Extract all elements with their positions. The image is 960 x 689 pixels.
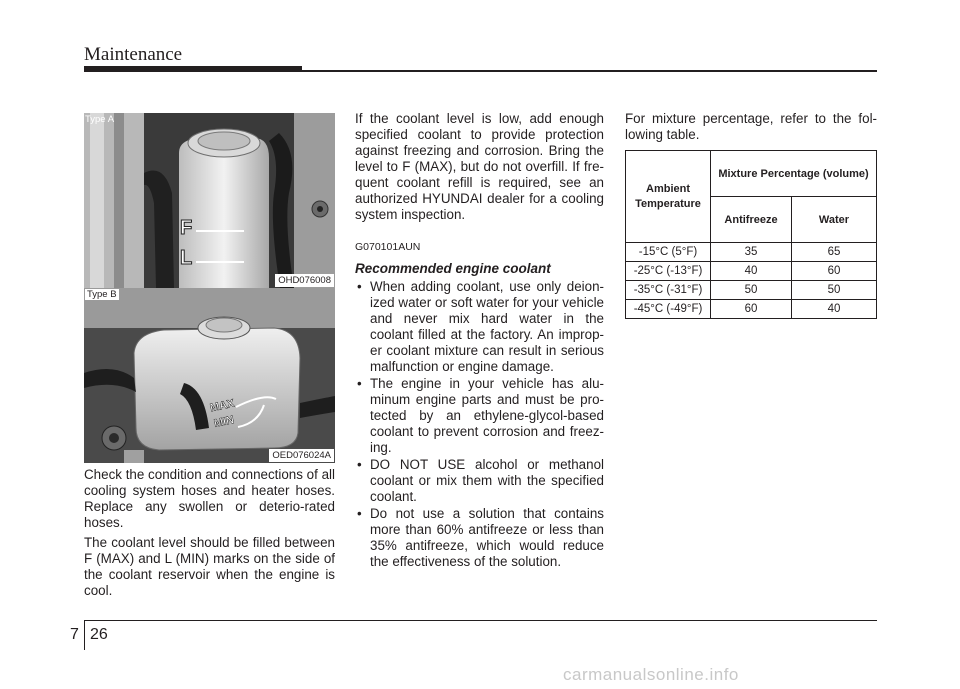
coolant-bullet-list xyxy=(355,279,604,570)
page-header-title: Maintenance xyxy=(84,44,183,65)
table-intro: For mixture percentage, refer to the fol-lowing table. xyxy=(625,111,877,142)
cell-temperature: -35°C (-31°F) xyxy=(626,281,711,300)
photo-code-b: OED076024A xyxy=(269,449,334,462)
bullet-item: • DO NOT USE alcohol or methanol coolant or mix them with the specified coolant. xyxy=(355,457,604,505)
header-ambient-temperature: Ambient Temperature xyxy=(626,151,711,243)
table-row xyxy=(626,281,877,300)
photo-type-b xyxy=(84,288,335,463)
header-water: Water xyxy=(792,197,877,243)
page-number: 26 xyxy=(90,626,108,643)
level-indicator-curve xyxy=(234,393,279,443)
engine-reservoir-b-illustration xyxy=(84,288,335,463)
photo-code-a: OHD076008 xyxy=(275,274,334,287)
mixture-table xyxy=(625,150,877,319)
table-row xyxy=(626,300,877,319)
right-column xyxy=(625,111,877,143)
watermark: carmanualsonline.info xyxy=(563,665,739,684)
bullet-item: • The engine in your vehicle has alu-minum engine parts and must be pro-tected by an ethylene-glycol-based coolant to prevent corrosion and freez-ing. xyxy=(355,376,604,456)
cell-temperature: -15°C (5°F) xyxy=(626,243,711,262)
section-heading: Recommended engine coolant xyxy=(355,261,551,276)
hose-check-paragraph: Check the condition and connections of all cooling system hoses and heater hoses. Replace any swollen or deterio-rated hoses. xyxy=(84,467,335,530)
table-row xyxy=(626,262,877,281)
fill-mark-f: F xyxy=(180,217,193,239)
middle-column xyxy=(355,111,604,571)
cell-antifreeze: 35 xyxy=(711,243,792,262)
cell-water: 40 xyxy=(792,300,877,319)
footer-rule xyxy=(84,620,877,621)
fill-mark-l: L xyxy=(180,247,193,269)
bullet-item: • When adding coolant, use only deion-ized water or soft water for your vehicle and never mix hard water in the coolant filled at the factory. An improp-er coolant mixture can result in serious malfunction or engine damage. xyxy=(355,279,604,375)
chapter-number: 7 xyxy=(70,626,79,643)
level-mark-min: MIN xyxy=(212,414,236,430)
cell-antifreeze: 60 xyxy=(711,300,792,319)
section-code: G070101AUN xyxy=(355,241,421,253)
f-indicator-line xyxy=(196,230,244,232)
photo-label-type-a: Type A xyxy=(85,114,115,125)
header-rule-thin xyxy=(302,70,877,72)
cell-antifreeze: 40 xyxy=(711,262,792,281)
cell-antifreeze: 50 xyxy=(711,281,792,300)
cell-water: 65 xyxy=(792,243,877,262)
coolant-level-paragraph: The coolant level should be filled between F (MAX) and L (MIN) marks on the side of the coolant reservoir when the engine is cool. xyxy=(84,535,335,598)
photo-type-a xyxy=(84,113,335,288)
cell-water: 60 xyxy=(792,262,877,281)
left-column xyxy=(84,467,335,599)
bullet-item: • Do not use a solution that contains more than 60% antifreeze or less than 35% antifreeze, which would reduce the effectiveness of the solution. xyxy=(355,506,604,570)
cell-temperature: -45°C (-49°F) xyxy=(626,300,711,319)
header-rule-thick xyxy=(84,66,302,72)
header-antifreeze: Antifreeze xyxy=(711,197,792,243)
photo-label-type-b: Type B xyxy=(87,289,117,300)
page-number-divider xyxy=(84,620,85,650)
l-indicator-line xyxy=(196,261,244,263)
level-mark-max: MAX xyxy=(209,397,236,415)
table-row xyxy=(626,243,877,262)
low-coolant-paragraph: If the coolant level is low, add enough specified coolant to provide protection against freezing and corrosion. Bring the level to F (MAX), but do not overfill. If fre-quent coolant refill is required, see an authorized HYUNDAI dealer for a cooling system inspection. xyxy=(355,111,604,222)
cell-temperature: -25°C (-13°F) xyxy=(626,262,711,281)
cell-water: 50 xyxy=(792,281,877,300)
header-mixture-percentage: Mixture Percentage (volume) xyxy=(711,151,877,197)
